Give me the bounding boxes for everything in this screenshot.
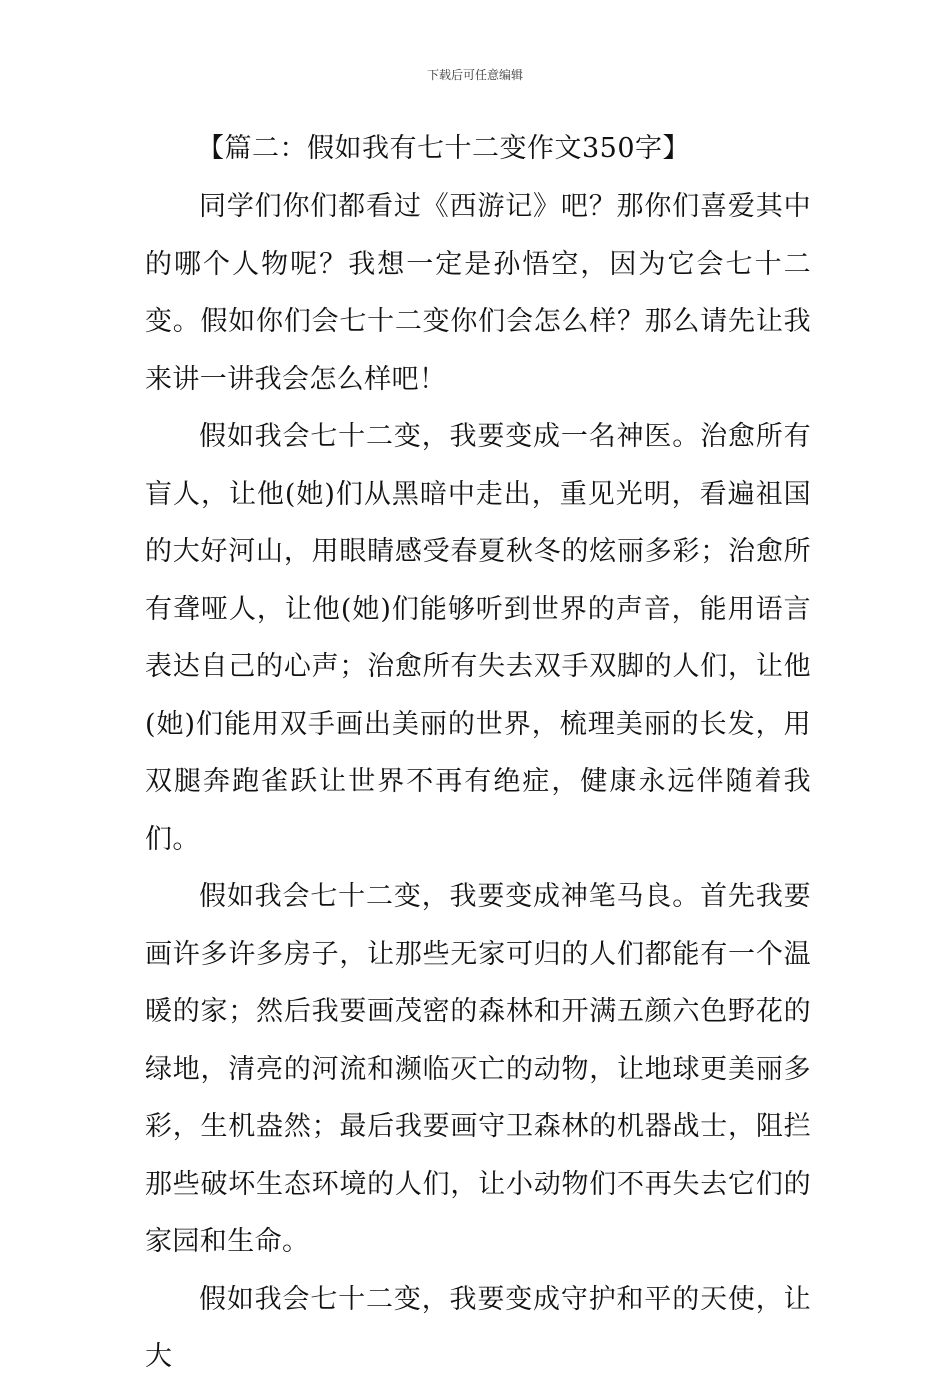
- document-body: [145, 120, 811, 1386]
- paragraph-2: 假如我会七十二变，我要变成一名神医。治愈所有盲人，让他(她)们从黑暗中走出，重见光明，看遍祖国的大好河山，用眼睛感受春夏秋冬的炫丽多彩；治愈所有聋哑人，让他(她)们能够听到世界的声音，能用语言表达自己的心声；治愈所有失去双手双脚的人们，让他(她)们能用双手画出美丽的世界，梳理美丽的长发，用双腿奔跑雀跃让世界不再有绝症，健康永远伴随着我们。: [145, 421, 811, 855]
- essay-title: 【篇二：假如我有七十二变作文350字】: [197, 133, 691, 164]
- header-note: 下载后可任意编辑: [426, 68, 523, 82]
- paragraph-4: 假如我会七十二变，我要变成守护和平的天使，让大: [145, 1283, 811, 1372]
- paragraph-3: 假如我会七十二变，我要变成神笔马良。首先我要画许多许多房子，让那些无家可归的人们都能有一个温暖的家；然后我要画茂密的森林和开满五颜六色野花的绿地，清亮的河流和濒临灭亡的动物，让地球更美丽多彩，生机盎然；最后我要画守卫森林的机器战士，阻拦那些破坏生态环境的人们，让小动物们不再失去它们的家园和生命。: [145, 881, 811, 1257]
- paragraph-1: 同学们你们都看过《西游记》吧？那你们喜爱其中的哪个人物呢？我想一定是孙悟空，因为它会七十二变。假如你们会七十二变你们会怎么样？那么请先让我来讲一讲我会怎么样吧！: [145, 191, 811, 395]
